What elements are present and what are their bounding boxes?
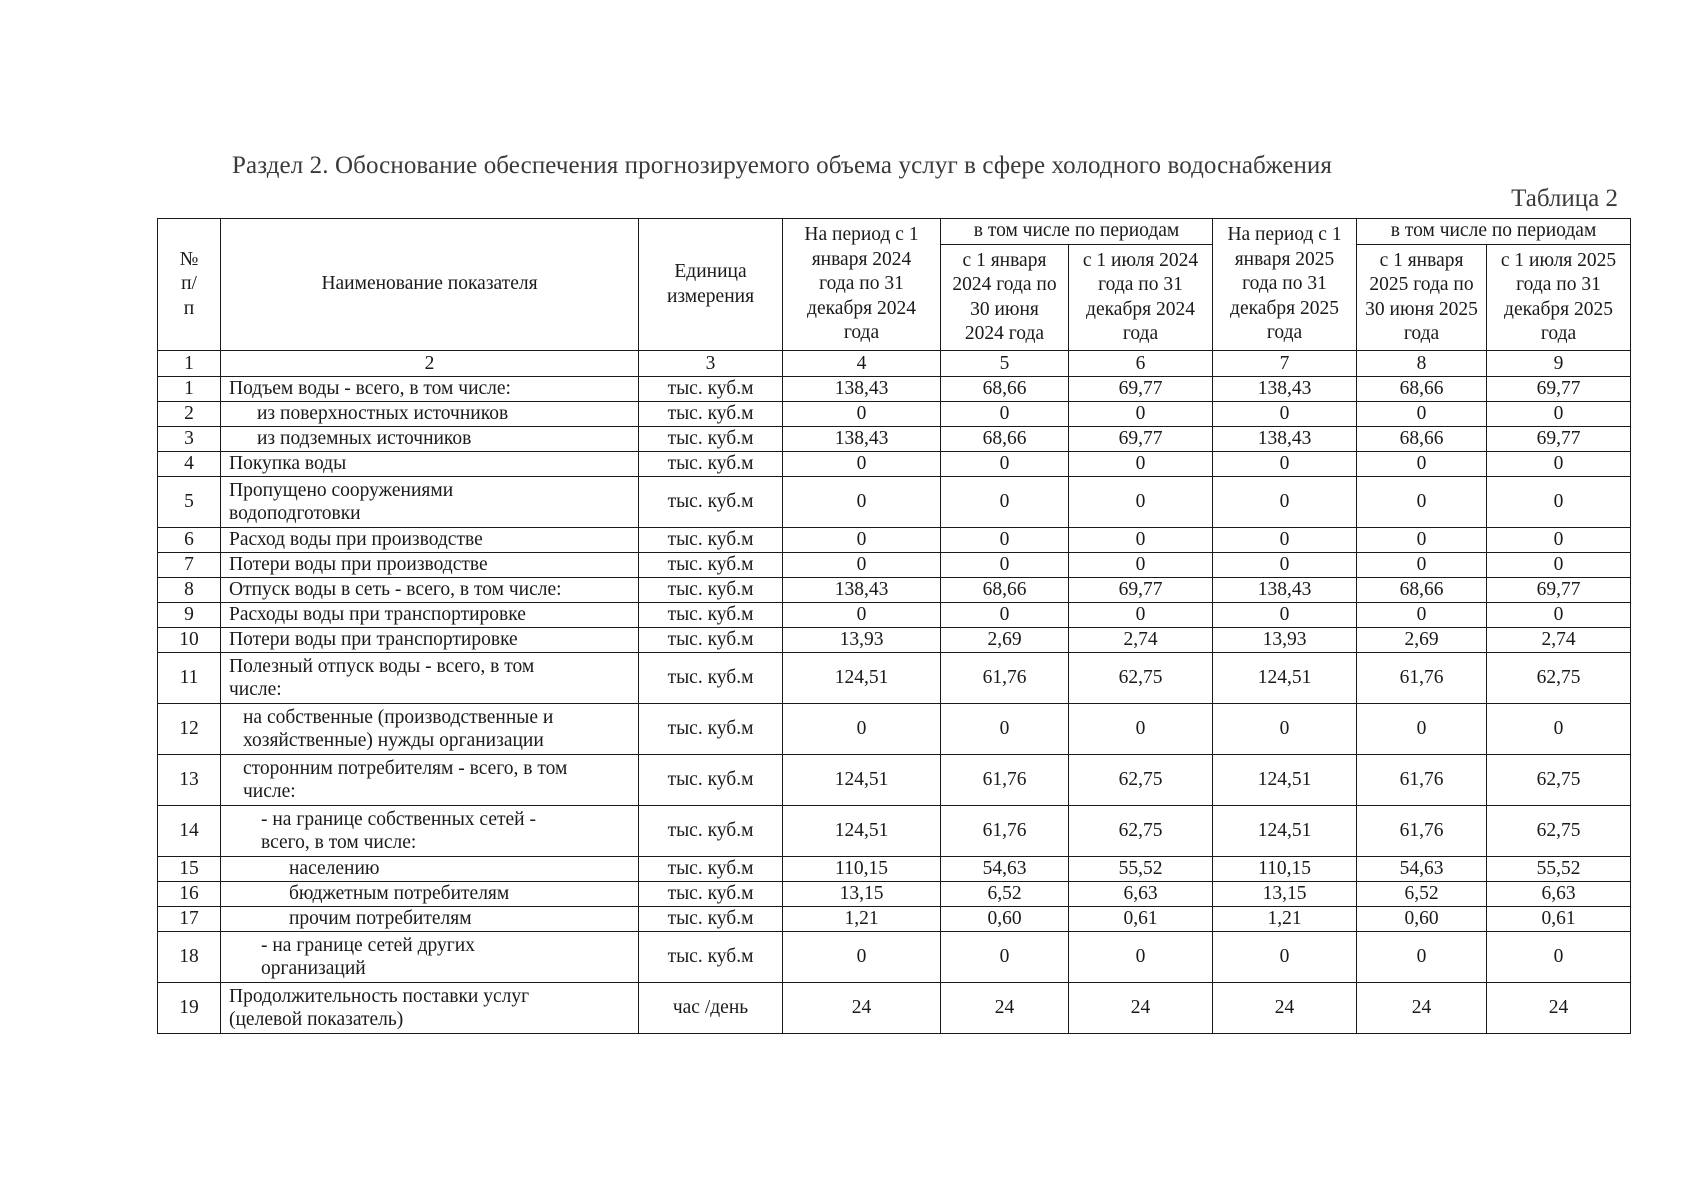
row-value: 54,63 [1357, 857, 1487, 882]
row-value: 138,43 [1213, 427, 1357, 452]
row-value: 0 [1487, 402, 1631, 427]
row-value: 0 [783, 603, 941, 628]
row-value: 62,75 [1487, 755, 1631, 806]
row-value: 62,75 [1069, 653, 1213, 704]
row-value: 0 [1213, 932, 1357, 983]
column-number: 7 [1213, 351, 1357, 377]
table-row [158, 653, 1631, 704]
row-value: 0 [1213, 553, 1357, 578]
column-number: 5 [941, 351, 1069, 377]
row-unit: тыс. куб.м [639, 452, 783, 477]
row-value: 0 [1357, 402, 1487, 427]
table-row [158, 704, 1631, 755]
table-row [158, 528, 1631, 553]
row-value: 61,76 [1357, 755, 1487, 806]
row-num: 5 [158, 477, 221, 528]
row-value: 0 [1487, 603, 1631, 628]
row-value: 68,66 [941, 578, 1069, 603]
row-value: 69,77 [1069, 578, 1213, 603]
row-value: 69,77 [1487, 377, 1631, 402]
row-value: 6,52 [1357, 882, 1487, 907]
table-row [158, 477, 1631, 528]
row-value: 124,51 [1213, 806, 1357, 857]
column-number: 2 [221, 351, 639, 377]
row-value: 0,61 [1487, 907, 1631, 932]
row-name: населению [221, 857, 639, 882]
row-value: 24 [783, 983, 941, 1034]
row-num: 19 [158, 983, 221, 1034]
row-value: 61,76 [1357, 806, 1487, 857]
row-value: 0 [783, 932, 941, 983]
row-value: 0 [1487, 452, 1631, 477]
header-name: Наименование показателя [221, 219, 639, 351]
row-value: 13,93 [783, 628, 941, 653]
header-group-2025: в том числе по периодам [1357, 219, 1631, 245]
row-unit: тыс. куб.м [639, 755, 783, 806]
row-value: 110,15 [1213, 857, 1357, 882]
row-value: 138,43 [783, 427, 941, 452]
row-value: 0 [1357, 603, 1487, 628]
row-value: 0 [1069, 528, 1213, 553]
row-value: 0 [1357, 932, 1487, 983]
row-name: Отпуск воды в сеть - всего, в том числе: [221, 578, 639, 603]
table-row [158, 452, 1631, 477]
header-group-2024: в том числе по периодам [941, 219, 1213, 245]
table-row [158, 553, 1631, 578]
row-value: 55,52 [1069, 857, 1213, 882]
row-value: 68,66 [1357, 578, 1487, 603]
table-row [158, 377, 1631, 402]
row-value: 110,15 [783, 857, 941, 882]
row-unit: час /день [639, 983, 783, 1034]
row-value: 0 [941, 704, 1069, 755]
row-value: 0 [1069, 452, 1213, 477]
row-value: 62,75 [1487, 806, 1631, 857]
row-value: 124,51 [1213, 755, 1357, 806]
table-body [158, 351, 1631, 1034]
row-name: прочим потребителям [221, 907, 639, 932]
row-value: 0,60 [1357, 907, 1487, 932]
table-header [158, 219, 1631, 351]
row-value: 0,60 [941, 907, 1069, 932]
table-row [158, 806, 1631, 857]
row-value: 2,69 [941, 628, 1069, 653]
row-name: Продолжительность поставки услуг (целевой показатель) [221, 983, 639, 1034]
column-number: 4 [783, 351, 941, 377]
row-value: 62,75 [1069, 806, 1213, 857]
table-row [158, 603, 1631, 628]
row-value: 0 [1487, 477, 1631, 528]
row-value: 124,51 [783, 806, 941, 857]
row-value: 0 [1213, 528, 1357, 553]
row-value: 0 [1487, 553, 1631, 578]
row-value: 6,52 [941, 882, 1069, 907]
row-value: 0 [1487, 528, 1631, 553]
row-value: 68,66 [1357, 427, 1487, 452]
column-number: 3 [639, 351, 783, 377]
row-value: 24 [1487, 983, 1631, 1034]
row-unit: тыс. куб.м [639, 932, 783, 983]
row-value: 24 [1069, 983, 1213, 1034]
row-num: 3 [158, 427, 221, 452]
header-h1-2024: с 1 января 2024 года по 30 июня 2024 года [941, 245, 1069, 351]
row-name: бюджетным потребителям [221, 882, 639, 907]
water-supply-table [157, 218, 1631, 1034]
row-value: 62,75 [1069, 755, 1213, 806]
row-value: 0 [941, 553, 1069, 578]
row-num: 6 [158, 528, 221, 553]
row-value: 61,76 [941, 755, 1069, 806]
row-value: 61,76 [1357, 653, 1487, 704]
section-title: Раздел 2. Обоснование обеспечения прогнозируемого объема услуг в сфере холодного водоснабжения [232, 152, 1333, 179]
row-value: 0 [1487, 704, 1631, 755]
table-row [158, 402, 1631, 427]
row-value: 0 [1069, 932, 1213, 983]
table-row [158, 628, 1631, 653]
row-value: 0 [941, 402, 1069, 427]
row-value: 0 [1213, 603, 1357, 628]
row-value: 2,74 [1069, 628, 1213, 653]
row-unit: тыс. куб.м [639, 553, 783, 578]
table-row [158, 882, 1631, 907]
row-num: 7 [158, 553, 221, 578]
row-value: 0 [941, 528, 1069, 553]
row-value: 0 [1069, 402, 1213, 427]
row-unit: тыс. куб.м [639, 603, 783, 628]
row-value: 124,51 [783, 653, 941, 704]
row-value: 69,77 [1069, 427, 1213, 452]
row-name: сторонним потребителям - всего, в том числе: [221, 755, 639, 806]
row-unit: тыс. куб.м [639, 704, 783, 755]
row-num: 4 [158, 452, 221, 477]
row-name: Пропущено сооружениями водоподготовки [221, 477, 639, 528]
row-value: 0 [783, 704, 941, 755]
row-value: 0 [783, 452, 941, 477]
row-value: 54,63 [941, 857, 1069, 882]
row-name: Потери воды при транспортировке [221, 628, 639, 653]
column-number: 8 [1357, 351, 1487, 377]
row-value: 0 [1213, 704, 1357, 755]
row-value: 61,76 [941, 653, 1069, 704]
row-unit: тыс. куб.м [639, 628, 783, 653]
table-row [158, 427, 1631, 452]
row-value: 69,77 [1487, 427, 1631, 452]
row-value: 0 [1069, 603, 1213, 628]
header-h2-2024: с 1 июля 2024 года по 31 декабря 2024 года [1069, 245, 1213, 351]
row-unit: тыс. куб.м [639, 653, 783, 704]
row-value: 138,43 [1213, 578, 1357, 603]
header-period-2025: На период с 1 января 2025 года по 31 декабря 2025 года [1213, 219, 1357, 351]
row-unit: тыс. куб.м [639, 427, 783, 452]
row-value: 0 [1069, 704, 1213, 755]
row-num: 17 [158, 907, 221, 932]
row-num: 2 [158, 402, 221, 427]
row-value: 24 [1213, 983, 1357, 1034]
row-value: 0 [941, 603, 1069, 628]
row-name: Подъем воды - всего, в том числе: [221, 377, 639, 402]
row-value: 6,63 [1487, 882, 1631, 907]
column-number-row [158, 351, 1631, 377]
table-row [158, 578, 1631, 603]
column-number: 9 [1487, 351, 1631, 377]
row-num: 15 [158, 857, 221, 882]
row-value: 6,63 [1069, 882, 1213, 907]
row-unit: тыс. куб.м [639, 882, 783, 907]
row-unit: тыс. куб.м [639, 402, 783, 427]
row-name: из поверхностных источников [221, 402, 639, 427]
row-value: 0 [1357, 528, 1487, 553]
row-value: 13,15 [783, 882, 941, 907]
row-name: Расходы воды при транспортировке [221, 603, 639, 628]
row-num: 8 [158, 578, 221, 603]
row-value: 0 [1213, 452, 1357, 477]
row-name: Покупка воды [221, 452, 639, 477]
row-value: 0 [783, 553, 941, 578]
table-row [158, 983, 1631, 1034]
row-num: 13 [158, 755, 221, 806]
row-unit: тыс. куб.м [639, 477, 783, 528]
row-name: из подземных источников [221, 427, 639, 452]
row-value: 0 [1357, 553, 1487, 578]
row-value: 0 [1069, 553, 1213, 578]
row-value: 2,74 [1487, 628, 1631, 653]
row-value: 24 [1357, 983, 1487, 1034]
header-h2-2025: с 1 июля 2025 года по 31 декабря 2025 года [1487, 245, 1631, 351]
row-num: 18 [158, 932, 221, 983]
row-value: 0 [1213, 477, 1357, 528]
row-value: 68,66 [941, 377, 1069, 402]
table-label: Таблица 2 [1511, 185, 1618, 212]
row-value: 1,21 [1213, 907, 1357, 932]
row-name: Потери воды при производстве [221, 553, 639, 578]
row-value: 62,75 [1487, 653, 1631, 704]
row-num: 1 [158, 377, 221, 402]
row-num: 12 [158, 704, 221, 755]
row-num: 10 [158, 628, 221, 653]
row-value: 69,77 [1487, 578, 1631, 603]
row-name: - на границе сетей других организаций [221, 932, 639, 983]
row-value: 0,61 [1069, 907, 1213, 932]
row-num: 14 [158, 806, 221, 857]
row-value: 124,51 [1213, 653, 1357, 704]
row-value: 68,66 [941, 427, 1069, 452]
row-value: 0 [941, 932, 1069, 983]
row-value: 13,93 [1213, 628, 1357, 653]
row-num: 9 [158, 603, 221, 628]
column-number: 6 [1069, 351, 1213, 377]
header-unit: Единица измерения [639, 219, 783, 351]
row-unit: тыс. куб.м [639, 907, 783, 932]
row-value: 0 [1357, 477, 1487, 528]
column-number: 1 [158, 351, 221, 377]
row-value: 69,77 [1069, 377, 1213, 402]
row-value: 68,66 [1357, 377, 1487, 402]
row-value: 138,43 [783, 578, 941, 603]
row-num: 11 [158, 653, 221, 704]
row-value: 2,69 [1357, 628, 1487, 653]
row-unit: тыс. куб.м [639, 528, 783, 553]
row-unit: тыс. куб.м [639, 806, 783, 857]
row-unit: тыс. куб.м [639, 857, 783, 882]
table-row [158, 857, 1631, 882]
table-row [158, 932, 1631, 983]
row-value: 55,52 [1487, 857, 1631, 882]
header-period-2024: На период с 1 января 2024 года по 31 декабря 2024 года [783, 219, 941, 351]
row-value: 0 [941, 477, 1069, 528]
row-value: 0 [783, 528, 941, 553]
header-h1-2025: с 1 января 2025 года по 30 июня 2025 года [1357, 245, 1487, 351]
row-value: 0 [783, 477, 941, 528]
row-value: 0 [941, 452, 1069, 477]
row-name: на собственные (производственные и хозяйственные) нужды организации [221, 704, 639, 755]
row-unit: тыс. куб.м [639, 578, 783, 603]
row-value: 0 [1357, 704, 1487, 755]
row-value: 124,51 [783, 755, 941, 806]
table-row [158, 755, 1631, 806]
row-value: 0 [1357, 452, 1487, 477]
header-num: № п/п [158, 219, 221, 351]
row-value: 138,43 [783, 377, 941, 402]
row-value: 24 [941, 983, 1069, 1034]
row-value: 0 [1487, 932, 1631, 983]
row-num: 16 [158, 882, 221, 907]
row-name: - на границе собственных сетей - всего, в том числе: [221, 806, 639, 857]
row-value: 138,43 [1213, 377, 1357, 402]
table-row [158, 907, 1631, 932]
row-value: 0 [1069, 477, 1213, 528]
row-value: 13,15 [1213, 882, 1357, 907]
row-value: 0 [1213, 402, 1357, 427]
row-value: 1,21 [783, 907, 941, 932]
row-unit: тыс. куб.м [639, 377, 783, 402]
row-name: Полезный отпуск воды - всего, в том числе: [221, 653, 639, 704]
row-name: Расход воды при производстве [221, 528, 639, 553]
row-value: 61,76 [941, 806, 1069, 857]
row-value: 0 [783, 402, 941, 427]
